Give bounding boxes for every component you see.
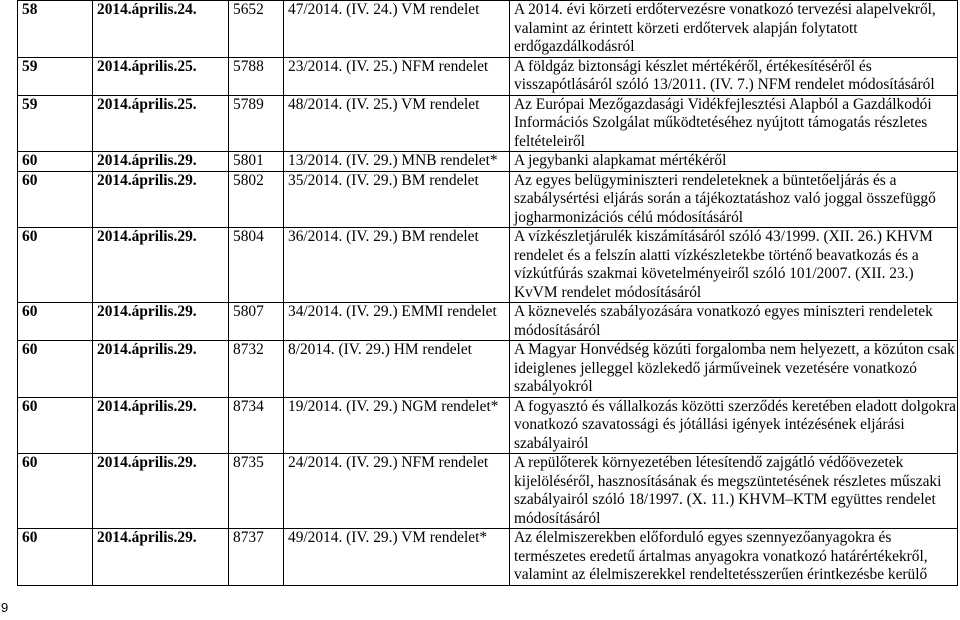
page-cell: 60: [18, 341, 93, 398]
decree-title-cell: A repülőterek környezetében létesítendő zajgátló védőövezetek kijelöléséről, hasznosításának és megszüntetésének részletes műszaki szabályairól szóló 18/1997. (X. 11.) KHVM–KTM együttes rendelet módosításáról: [510, 454, 958, 529]
table-row: [18, 303, 958, 341]
number-cell: 8734: [229, 397, 284, 454]
decree-title-cell: Az Európai Mezőgazdasági Vidékfejlesztési Alapból a Gazdálkodói Információs Szolgálat működtetéséhez nyújtott támogatás részletes feltételeiről: [510, 95, 958, 152]
number-cell: 5788: [229, 57, 284, 95]
date-cell: 2014.április.29.: [93, 171, 229, 228]
table-row: [18, 57, 958, 95]
page-cell: 60: [18, 303, 93, 341]
page-cell: 60: [18, 454, 93, 529]
date-cell: 2014.április.25.: [93, 95, 229, 152]
table-row: [18, 171, 958, 228]
date-cell: 2014.április.29.: [93, 152, 229, 172]
register-document: [17, 0, 957, 586]
date-cell: 2014.április.29.: [93, 303, 229, 341]
page-cell: 60: [18, 152, 93, 172]
date-cell: 2014.április.29.: [93, 341, 229, 398]
page-cell: 58: [18, 1, 93, 58]
decree-title-cell: A földgáz biztonsági készlet mértékéről, értékesítéséről és visszapótlásáról szóló 13/2011. (IV. 7.) NFM rendelet módosításáról: [510, 57, 958, 95]
table-row: [18, 529, 958, 586]
decree-reference-cell: 35/2014. (IV. 29.) BM rendelet: [284, 171, 510, 228]
date-cell: 2014.április.29.: [93, 228, 229, 303]
table-row: [18, 152, 958, 172]
date-cell: 2014.április.24.: [93, 1, 229, 58]
date-cell: 2014.április.25.: [93, 57, 229, 95]
decree-title-cell: A köznevelés szabályozására vonatkozó egyes miniszteri rendeletek módosításáról: [510, 303, 958, 341]
number-cell: 5801: [229, 152, 284, 172]
decree-title-cell: A fogyasztó és vállalkozás közötti szerződés keretében eladott dolgokra vonatkozó szavatossági és jótállási igények intézésének eljárási szabályairól: [510, 397, 958, 454]
decree-title-cell: A vízkészletjárulék kiszámításáról szóló 43/1999. (XII. 26.) KHVM rendelet és a felszín alatti vízkészletekbe történő beavatkozás és a vízkútfúrás szakmai követelményeiről szóló 101/2007. (XII. 23.) KvVM rendelet módosításáról: [510, 228, 958, 303]
decree-reference-cell: 47/2014. (IV. 24.) VM rendelet: [284, 1, 510, 58]
date-cell: 2014.április.29.: [93, 529, 229, 586]
page-cell: 60: [18, 228, 93, 303]
decree-title-cell: Az egyes belügyminiszteri rendeleteknek a büntetőeljárás és a szabálysértési eljárás során a tájékoztatáshoz való joggal összefüggő jogharmonizációs célú módosításáról: [510, 171, 958, 228]
decree-reference-cell: 24/2014. (IV. 29.) NFM rendelet: [284, 454, 510, 529]
date-cell: 2014.április.29.: [93, 397, 229, 454]
number-cell: 5789: [229, 95, 284, 152]
decree-title-cell: A 2014. évi körzeti erdőtervezésre vonatkozó tervezési alapelvekről, valamint az érintett körzeti erdőtervek alapján folytatott erdőgazdálkodásról: [510, 1, 958, 58]
decree-title-cell: A jegybanki alapkamat mértékéről: [510, 152, 958, 172]
table-row: [18, 341, 958, 398]
number-cell: 8737: [229, 529, 284, 586]
number-cell: 5807: [229, 303, 284, 341]
number-cell: 8732: [229, 341, 284, 398]
number-cell: 8735: [229, 454, 284, 529]
decree-reference-cell: 19/2014. (IV. 29.) NGM rendelet*: [284, 397, 510, 454]
page-cell: 60: [18, 529, 93, 586]
number-cell: 5802: [229, 171, 284, 228]
decree-reference-cell: 23/2014. (IV. 25.) NFM rendelet: [284, 57, 510, 95]
number-cell: 5652: [229, 1, 284, 58]
table-row: [18, 228, 958, 303]
page-cell: 60: [18, 397, 93, 454]
decree-reference-cell: 36/2014. (IV. 29.) BM rendelet: [284, 228, 510, 303]
page-number: 9: [1, 600, 9, 615]
decree-reference-cell: 8/2014. (IV. 29.) HM rendelet: [284, 341, 510, 398]
decree-reference-cell: 34/2014. (IV. 29.) EMMI rendelet: [284, 303, 510, 341]
decree-title-cell: Az élelmiszerekben előforduló egyes szennyezőanyagokra és természetes eredetű ártalmas anyagokra vonatkozó határértékekről, valamint az élelmiszerekkel rendeltetésszerűen érintkezésbe kerülő: [510, 529, 958, 586]
decree-reference-cell: 13/2014. (IV. 29.) MNB rendelet*: [284, 152, 510, 172]
decree-title-cell: A Magyar Honvédség közúti forgalomba nem helyezett, a közúton csak ideiglenes jelleggel közlekedő járműveinek vezetésére vonatkozó szabályokról: [510, 341, 958, 398]
number-cell: 5804: [229, 228, 284, 303]
table-body: [18, 1, 958, 586]
page-cell: 59: [18, 95, 93, 152]
page-cell: 60: [18, 171, 93, 228]
table-row: [18, 1, 958, 58]
table-row: [18, 397, 958, 454]
decree-reference-cell: 48/2014. (IV. 25.) VM rendelet: [284, 95, 510, 152]
table-row: [18, 454, 958, 529]
legislation-table: [17, 0, 958, 586]
decree-reference-cell: 49/2014. (IV. 29.) VM rendelet*: [284, 529, 510, 586]
date-cell: 2014.április.29.: [93, 454, 229, 529]
page-cell: 59: [18, 57, 93, 95]
table-row: [18, 95, 958, 152]
